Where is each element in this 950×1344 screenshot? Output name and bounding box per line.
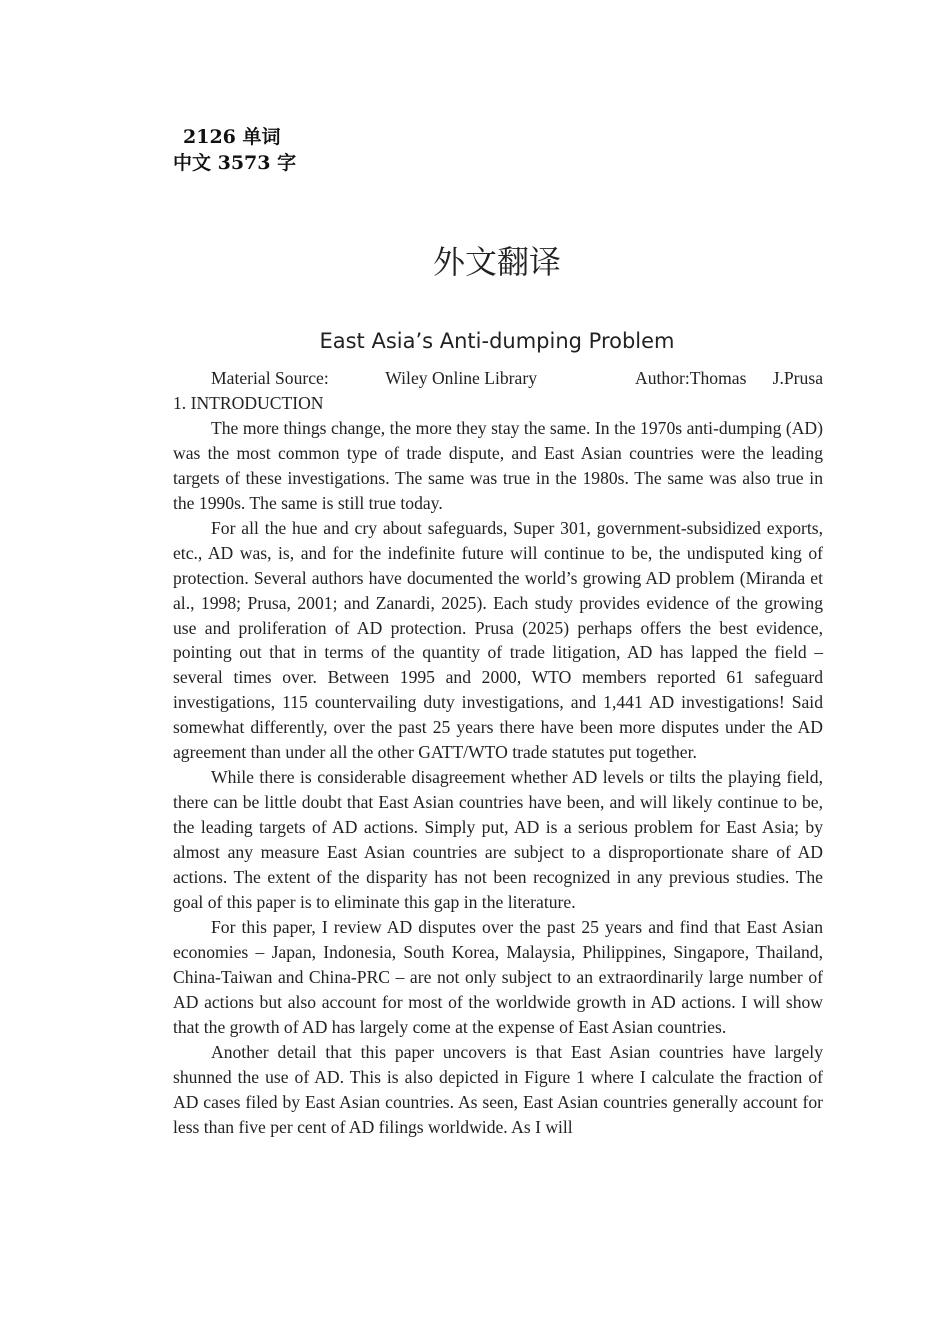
paragraph: The more things change, the more they stay the same. In the 1970s anti-dumping (AD) was the most common type of trade dispute, and East Asian countries were the leading targets of these investigations. The same was true in the 1980s. The same was also true in the 1990s. The same is still true today.	[173, 417, 823, 513]
article-title: East Asia’s Anti-dumping Problem	[319, 329, 675, 353]
paragraph: While there is considerable disagreement whether AD levels or tilts the playing field, there can be little doubt that East Asian countries have been, and will likely continue to be, the leading targets of AD actions. Simply put, AD is a serious problem for East Asia; by almost any measure East Asian countries are subject to a disproportionate share of AD actions. The extent of the disparity has not been recognized in any previous studies. The goal of this paper is to eliminate this gap in the literature.	[173, 767, 823, 913]
word-count-block	[173, 124, 296, 176]
article-body	[173, 366, 823, 1140]
material-source-value: Wiley Online Library	[385, 368, 537, 388]
word-count: 2126 单词	[183, 126, 281, 148]
material-source-label: Material Source:	[211, 368, 329, 388]
author	[635, 366, 823, 391]
paragraph: For this paper, I review AD disputes over the past 25 years and find that East Asian economies – Japan, Indonesia, South Korea, Malaysia, Philippines, Singapore, Thailand, China-Taiwan and China-PRC – are not only subject to an extraordinarily large number of AD actions but also account for most of the worldwide growth in AD actions. I will show that the growth of AD has largely come at the expense of East Asian countries.	[173, 916, 823, 1037]
character-count: 中文 3573 字	[173, 152, 297, 174]
paragraph: For all the hue and cry about safeguards, Super 301, government-subsidized exports, etc., AD was, is, and for the indefinite future will continue to be, the undisputed king of protection. Several authors have documented the world’s growing AD problem (Miranda et al., 1998; Prusa, 2001; and Zanardi, 2025). Each study provides evidence of the growing use and proliferation of AD protection. Prusa (2025) perhaps offers the best evidence, pointing out that in terms of the quantity of trade litigation, AD has lapped the field – several times over. Between 1995 and 2000, WTO members reported 61 safeguard investigations, 115 countervailing duty investigations, and 1,441 AD investigations! Said somewhat differently, over the past 25 years there have been more disputes under the AD agreement than under all the other GATT/WTO trade statutes put together.	[173, 517, 823, 763]
document-heading: 外文翻译	[432, 243, 561, 281]
section-heading: 1. INTRODUCTION	[173, 392, 324, 413]
source-line	[173, 366, 823, 391]
material-source	[211, 366, 537, 391]
author-value: J.Prusa	[772, 368, 823, 388]
paragraph: Another detail that this paper uncovers is that East Asian countries have largely shunned the use of AD. This is also depicted in Figure 1 where I calculate the fraction of AD cases filed by East Asian countries. As seen, East Asian countries generally account for less than five per cent of AD filings worldwide. As I will	[173, 1041, 823, 1137]
author-label: Author:Thomas	[635, 368, 747, 388]
